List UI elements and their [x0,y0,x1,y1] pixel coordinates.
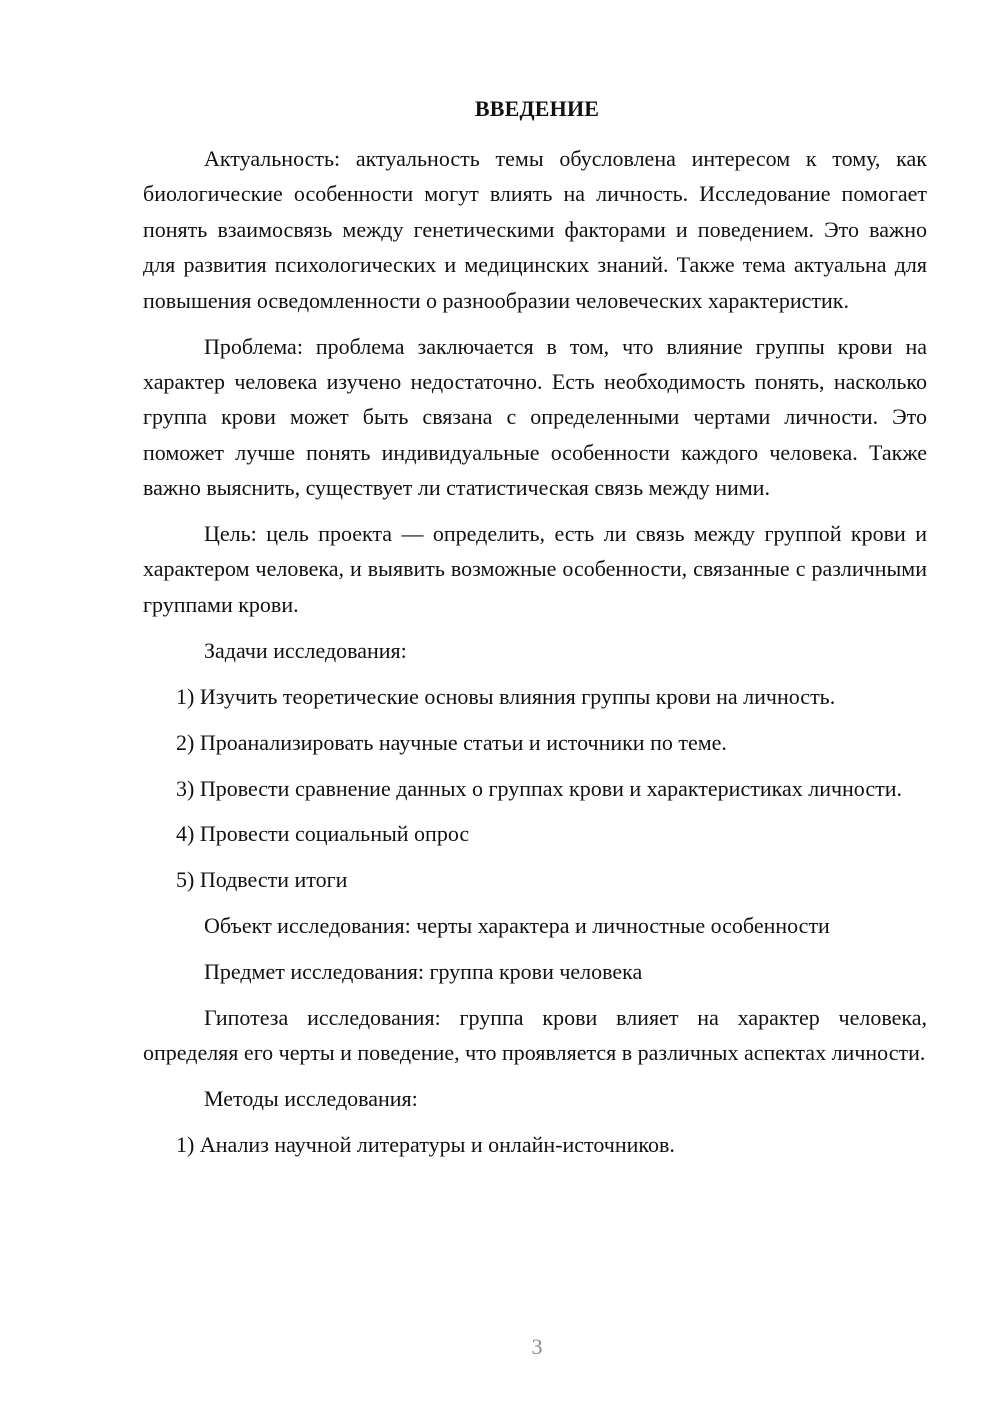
page-number: 3 [531,1334,543,1359]
research-hypothesis: Гипотеза исследования: группа крови влияет на характер человека, определяя его черты и поведение, что проявляется в различных аспектах личности. [143,1005,927,1066]
paragraph-problem: Проблема: проблема заключается в том, что влияние группы крови на характер человека изучено недостаточно. Есть необходимость понять, насколько группа крови может быть связана с определенными чертами личности. Это поможет лучше понять индивидуальные особенности каждого человека. Также важно выяснить, существует ли статистическая связь между ними. [143,333,927,501]
research-object: Объект исследования: черты характера и личностные особенности [204,913,830,939]
document-body [143,141,927,1173]
task-item-5: 5) Подвести итоги [176,867,348,893]
paragraph-relevance: Актуальность: актуальность темы обусловлена интересом к тому, как биологические особенности могут влиять на личность. Исследование помогает понять взаимосвязь между генетическими факторами и поведением. Это важно для развития психологических и медицинских знаний. Также тема актуальна для повышения осведомленности о разнообразии человеческих характеристик. [143,146,927,313]
methods-heading: Методы исследования: [204,1086,418,1112]
task-item-2: 2) Проанализировать научные статьи и источники по теме. [176,729,727,755]
page-title: ВВЕДЕНИЕ [474,96,600,121]
method-item-1: 1) Анализ научной литературы и онлайн-источников. [176,1132,675,1158]
research-subject: Предмет исследования: группа крови человека [204,959,643,985]
task-item-4: 4) Провести социальный опрос [176,821,470,847]
tasks-heading: Задачи исследования: [204,637,407,663]
task-item-3: 3) Провести сравнение данных о группах крови и характеристиках личности. [176,775,903,801]
paragraph-goal: Цель: цель проекта — определить, есть ли связь между группой крови и характером человека, и выявить возможные особенности, связанные с различными группами крови. [143,521,927,617]
task-item-1: 1) Изучить теоретические основы влияния группы крови на личность. [176,683,836,709]
